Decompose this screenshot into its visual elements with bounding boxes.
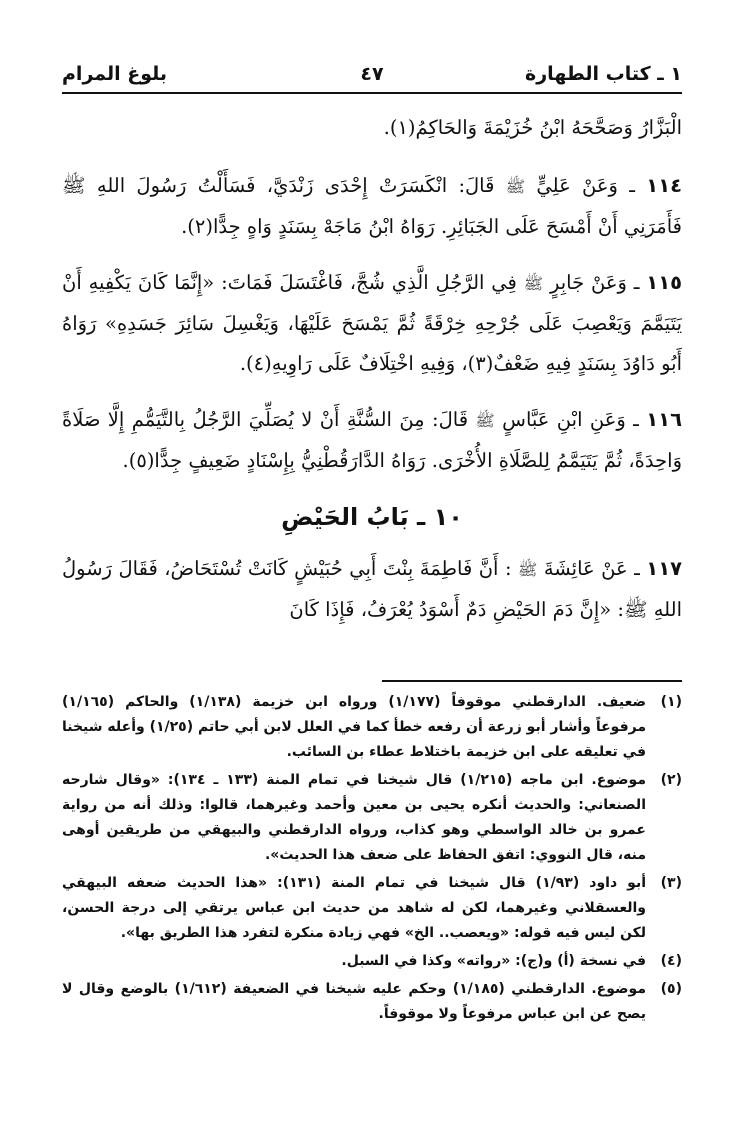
hadith-115 [62,263,682,384]
hadith-text-a: ـ وَعَنْ عَلِيٍّ [536,174,635,197]
header-book-title: بلوغ المرام [62,63,168,85]
hadith-116 [62,400,682,481]
hadith-number: ١١٥ [646,271,683,294]
hadith-text-b: قَالَ: انْكَسَرَتْ إِحْدَى زَنْدَيَّ، فَسَأَلْتُ رَسُولَ اللهِ ﷺ فَأَمَرَنِي أَنْ أَمْسَحَ عَلَى الجَبَائِرِ. رَوَاهُ ابْنُ مَاجَهْ بِسَنَدٍ وَاهٍ جِدًّا(٢). [62,174,682,238]
footnote-divider [382,680,682,682]
footnote-mark: (٥) [660,981,682,997]
hadith-text-b: فِي الرَّجُلِ الَّذِي شُجَّ، فَاغْتَسَلَ فَمَاتَ: «إِنَّمَا كَانَ يَكْفِيهِ أَنْ يَتَيَمَّمَ وَيَعْصِبَ عَلَى جُرْحِهِ خِرْقَةً ثُمَّ يَمْسَحَ عَلَيْهَا، وَيَغْسِلَ سَائِرَ جَسَدِهِ» رَوَاهُ أَبُو دَاوُدَ بِسَنَدٍ فِيهِ ضَعْفٌ(٣)، وَفِيهِ اخْتِلَافٌ عَلَى رَاوِيهِ(٤). [62,271,682,375]
hadith-text-b: : أَنَّ فَاطِمَةَ بِنْتَ أَبِي حُبَيْشٍ كَانَتْ تُسْتَحَاضُ، فَقَالَ رَسُولُ اللهِ ﷺ: «إِنَّ دَمَ الحَيْضِ دَمٌ أَسْوَدُ يُعْرَفُ، فَإِذَا كَانَ [62,557,682,621]
footnote-mark: (١) [660,694,682,710]
page-header [62,58,682,92]
honorific-icon: ﷺ [475,411,495,430]
footnotes [62,690,682,1030]
footnote-text: في نسخة (أ) و(ج): «رواته» وكذا في السبل. [341,953,646,969]
footnote-text: أبو داود (١/٩٣) قال شيخنا في تمام المنة (١٣١): «هذا الحديث ضعفه البيهقي والعسقلاني وغيرهما، لكن له شاهد من حديث ابن عباس يرتقي إلى درجة الحسن، لكن ليس فيه قوله: «ويعصب.. الخ» فهي زيادة منكرة لتفرد هذا الطريق بها». [62,875,647,941]
footnote [62,977,682,1027]
honorific-icon: ﷺ [523,274,544,293]
hadith-text-a: ـ وَعَنْ جَابِرٍ [549,271,640,294]
hadith-number: ١١٦ [646,408,682,431]
footnote [62,871,682,946]
hadith-text-a: ـ وَعَنِ ابْنِ عَبَّاسٍ [502,408,639,431]
hadith-114 [62,166,682,247]
footnote-text: موضوع. ابن ماجه (١/٢١٥) قال شيخنا في تمام المنة (١٣٣ ـ ١٣٤): «وقال شارحه الصنعاني: والحديث أنكره يحيى بن معين وأحمد وغيرهما، قالوا: وذلك أنه من رواية عمرو بن خالد الواسطي وهو كذاب، ورواه الدارقطني والبيهقي من طريقين أوهى منه، قال النووي: اتفق الحفاظ على ضعف هذا الحديث». [62,772,647,863]
footnote-mark: (٣) [660,875,682,891]
hadith-117 [62,549,682,630]
footnote [62,690,682,765]
honorific-icon: ﷺ [518,560,538,579]
footnote-text: ضعيف. الدارقطني موقوفاً (١/١٧٧) ورواه ابن خزيمة (١/١٣٨) والحاكم (١/١٦٥) مرفوعاً وأشار أبو زرعة أن رفعه خطأ كما في العلل لابن أبي حاتم (١/٢٥) وأعله شيخنا في تعليقه على ابن خزيمة باختلاط عطاء بن السائب. [62,694,647,760]
honorific-icon: ﷺ [505,177,526,196]
footnote-mark: (٢) [660,772,682,788]
header-page-number: ٤٧ [360,63,384,85]
hadith-text-b: قَالَ: مِنَ السُّنَّةِ أَنْ لا يُصَلِّيَ الرَّجُلُ بِالتَّيَمُّمِ إِلَّا صَلَاةً وَاحِدَةً، ثُمَّ يَتَيَمَّمُ لِلصَّلَاةِ الأُخْرَى. رَوَاهُ الدَّارَقُطْنِيُّ بِإِسْنَادٍ ضَعِيفٍ جِدًّا(٥). [62,408,682,472]
intro-line: الْبَزَّارُ وَصَحَّحَهُ ابْنُ خُزَيْمَةَ وَالحَاكِمُ(١). [383,116,682,139]
hadith-text-a: ـ عَنْ عَائِشَةَ [543,557,640,580]
main-text [62,108,682,646]
footnote [62,768,682,868]
footnote-mark: (٤) [660,953,682,969]
hadith-number: ١١٤ [646,174,683,197]
chapter-heading: ١٠ ـ بَابُ الحَيْضِ [281,503,463,531]
header-divider [62,92,682,94]
hadith-number: ١١٧ [646,557,683,580]
footnote [62,949,682,974]
header-chapter-title: ١ ـ كتاب الطهارة [525,63,682,85]
footnote-text: موضوع. الدارقطني (١/١٨٥) وحكم عليه شيخنا في الضعيفة (١/٦١٢) بالوضع وقال لا يصح عن ابن عباس مرفوعاً ولا موقوفاً. [62,981,647,1022]
